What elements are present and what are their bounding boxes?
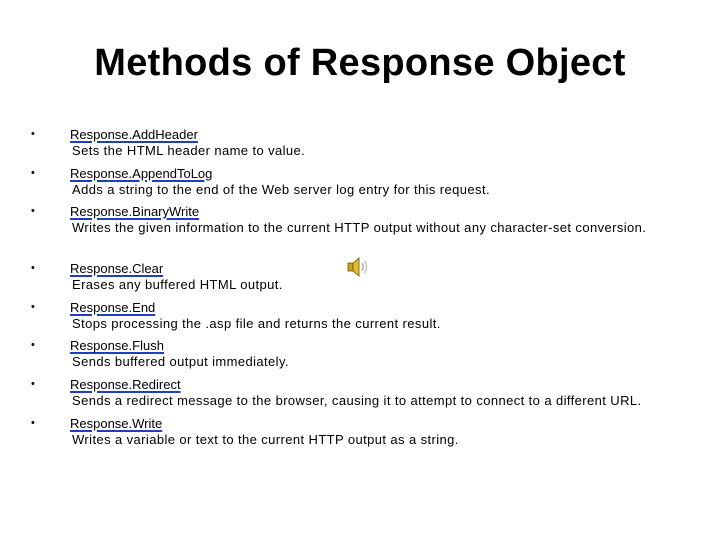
methods-list [0,125,720,452]
method-description: Adds a string to the end of the Web server log entry for this request. [72,181,490,197]
list-item [0,336,720,375]
method-description: Sends a redirect message to the browser, causing it to attempt to connect to a different URL. [72,392,642,408]
method-description: Writes the given information to the current HTTP output without any character-set conversion. [72,220,647,236]
list-item [0,298,720,337]
bullet-icon: • [31,300,35,313]
method-link[interactable]: Response.BinaryWrite [70,204,200,220]
bullet-icon: • [31,166,35,179]
method-description: Sends buffered output immediately. [72,354,289,370]
method-link[interactable]: Response.End [70,299,156,315]
list-item [0,202,720,259]
method-link[interactable]: Response.AppendToLog [70,165,213,181]
speaker-icon[interactable] [346,256,370,278]
method-description: Stops processing the .asp file and returns the current result. [72,315,441,331]
bullet-icon: • [31,205,35,218]
list-item [0,164,720,203]
method-description: Writes a variable or text to the current HTTP output as a string. [72,431,459,447]
method-link[interactable]: Response.AddHeader [70,127,198,142]
list-item [0,414,720,453]
bullet-icon: • [31,377,35,390]
list-item [0,125,720,164]
method-description: Erases any buffered HTML output. [72,277,283,293]
method-link[interactable]: Response.Flush [70,338,164,354]
bullet-icon: • [31,262,35,275]
method-link[interactable]: Response.Redirect [70,376,181,392]
bullet-icon: • [31,416,35,429]
method-description: Sets the HTML header name to value. [72,143,306,158]
method-link[interactable]: Response.Clear [70,261,164,277]
bullet-icon: • [31,128,35,140]
list-item [0,375,720,414]
bullet-icon: • [31,339,35,352]
method-link[interactable]: Response.Write [70,415,163,431]
slide-title: Methods of Response Object [94,42,626,84]
